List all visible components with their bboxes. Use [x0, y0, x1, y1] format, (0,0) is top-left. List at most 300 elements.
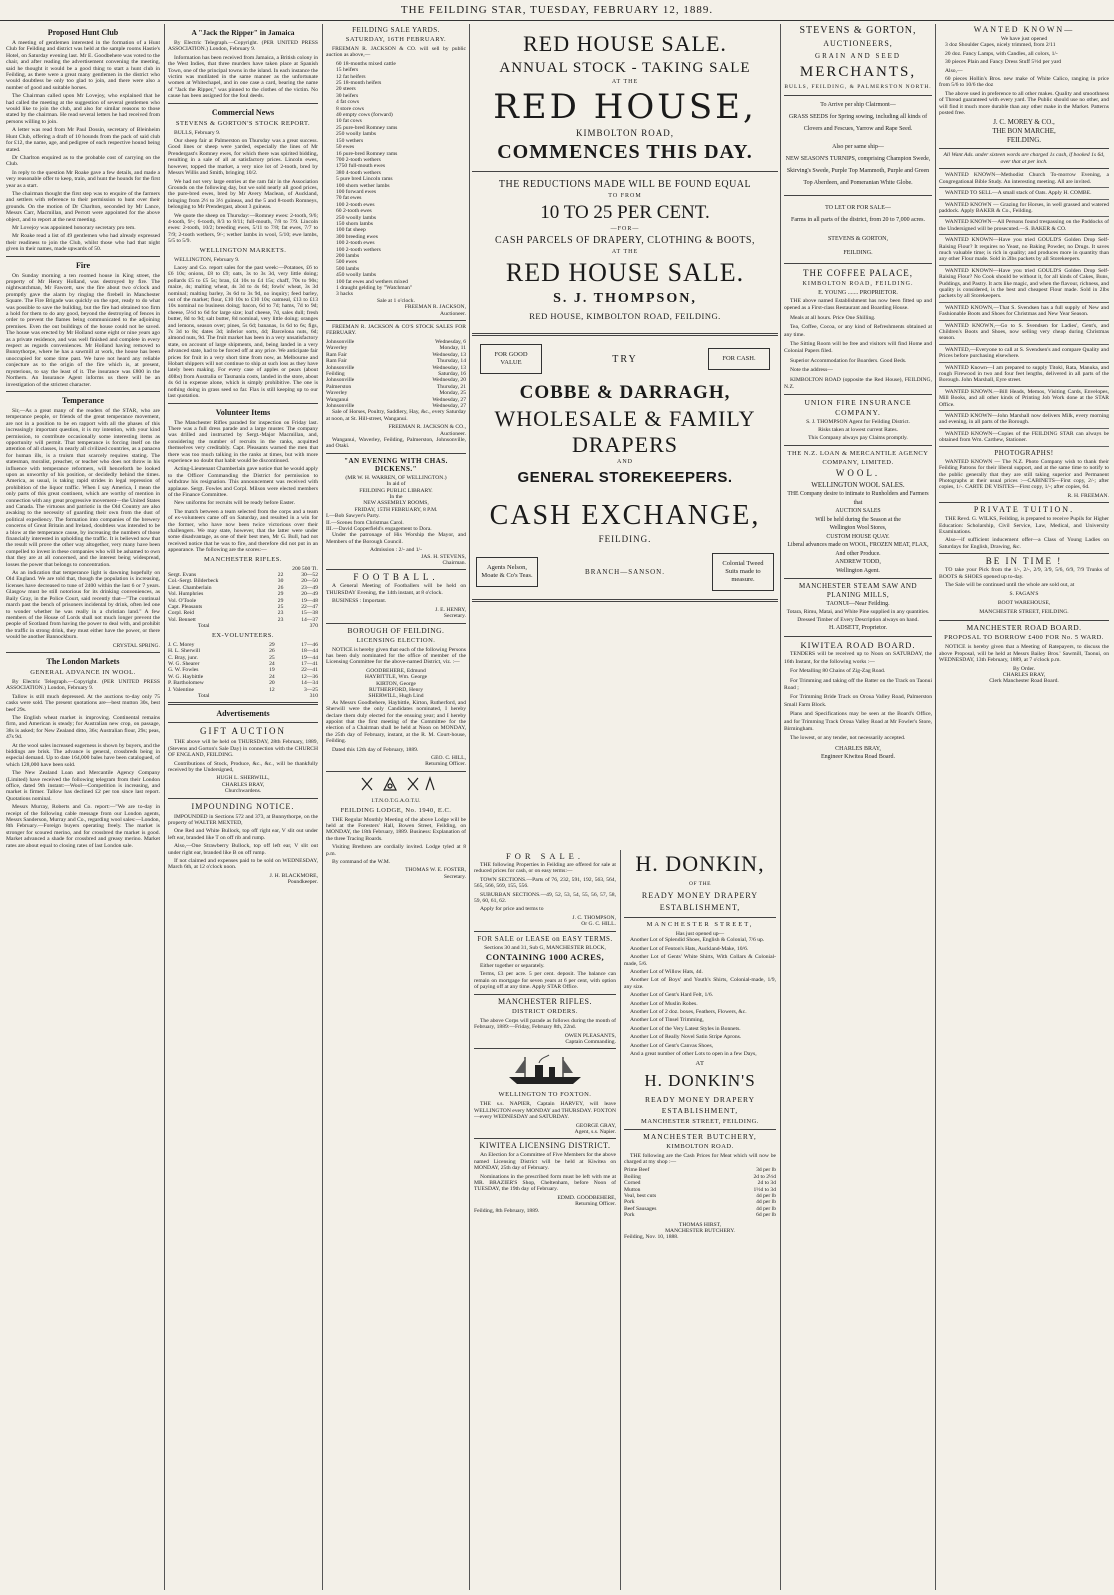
text-line: TENDERS will be received up to Noon on SATURDAY, the 16th Instant, for the following works :— — [784, 651, 932, 665]
table-cell: 6d per lb — [756, 1212, 776, 1219]
text-line: Returning Officer. — [575, 1201, 616, 1208]
stock-sales-note: Sale of Horses, Poultry, Saddlery, Hay, &c., every Saturday at noon, at St. Hill-street, Wanganui. — [326, 409, 466, 422]
table-cell: W. G. Shearer — [168, 660, 200, 667]
for-sale-signature — [474, 915, 616, 928]
coffee-palace-article — [784, 298, 932, 391]
text-line: Will be held during the Season at the — [815, 516, 901, 523]
text-line: 50 ewes — [336, 144, 355, 151]
text-line: One Red and White Bullock, top off right ear, V slit out under left ear, branded like T on off rib and rump. — [168, 828, 318, 841]
text-line: For Trimming Bride Track on Oroua Valley Road, Palmerston Small Farm Block. — [784, 694, 932, 708]
text-line: As Messrs Goodbehere, Haybittle, Kirton, Rutherford, and Sherwill were the only Candidates nominated, I hereby declare them duly elected for the ensuing year; and I hereby appoint that the first meeting of the Committee for the election of a Chairman shall be held at Noon on MONDAY, the 25th day of February, instant, at the R. M. Court-house, Feilding. — [326, 699, 466, 745]
text-line: Risks taken at lowest current Rates. — [818, 427, 898, 434]
red-house-sale-title-2: RED HOUSE SALE. — [505, 258, 745, 287]
table-cell: Vol. Humphries — [168, 591, 204, 598]
ex-volunteers-table — [168, 642, 318, 693]
text-line: SHERWILL, Hugh Lind — [368, 693, 424, 700]
dickens-details — [326, 481, 466, 513]
text-line: SUBURBAN SECTIONS.—49, 52, 53, 54, 55, 56, 57, 58, 59, 60, 61, 62. — [474, 891, 616, 905]
lodge-heading: FEILDING LODGE, No. 1940, E.C. — [340, 806, 452, 814]
stock-sales-signature — [326, 424, 466, 437]
table-cell: Thursday, 14 — [436, 358, 466, 365]
red-house-sale-title: RED HOUSE SALE. — [523, 31, 727, 56]
bon-marche-items — [939, 42, 1109, 116]
text-line: 100 2-tooth wethers — [336, 246, 381, 253]
cash-exchange-line: CASH EXCHANGE, — [489, 500, 761, 531]
text-line: Another Lot of Fenton's Hats, Auckland-Make, 10/6. — [630, 945, 749, 952]
text-line: Superior Accommodation for Boarders. Good Beds. — [790, 357, 907, 364]
text-line: Totara, Rimu, Matai, and White Pine supplied in any quantities. — [786, 609, 930, 616]
text-line: Either together or separately. — [480, 963, 545, 970]
text-line: Information has been received from Jamaica, a British colony in the West Indies, that three murders have taken place at Spanish Town, one of the principal towns in the island. In each instance the victim was mutilated in the same manner as the unfortunate women at Whitechapel, and in one case a card, bearing the name of "Jack the Ripper," was pinned to the clothes of the victim. No cause has been assigned for the foul deeds. — [168, 54, 318, 100]
kiwitea-licensing-date: Feilding, 8th February, 1889. — [474, 1207, 540, 1214]
text-line: J. C. MOREY & CO., — [993, 118, 1055, 127]
text-line: THE above will be held on THURSDAY, 28th February, 1889, (Stevens and Gorton's Sale Day) in connection with the CHURCH OF ENGLAND, FEILDING. — [168, 739, 318, 759]
photographs-heading: PHOTOGRAPHS! — [994, 448, 1054, 457]
text-line: WANTED KNOWN—Methodist Church To-morrow Evening, a Congregational Bible Study. An interesting meeting. All are invited. — [939, 172, 1109, 188]
text-line: BUSINESS : Important. — [332, 598, 387, 605]
steam-saw-heading: MANCHESTER STEAM SAW AND PLANING MILLS, — [798, 582, 918, 600]
table-cell: Ram Fair — [326, 351, 347, 358]
text-line: HAYBITTLE, Wm. George — [364, 674, 428, 681]
text-line: In the — [389, 494, 403, 500]
london-markets-heading: The London Markets — [46, 656, 120, 666]
butchery-heading: MANCHESTER BUTCHERY, — [643, 1131, 757, 1141]
donkins-name: H. DONKIN'S — [644, 1070, 756, 1090]
text-line: Tallow is still much depressed. At the auctions to-day only 75 casks were sold. The present quotations are—best mutton 30s, best beef 29s. — [6, 693, 160, 713]
text-line: Engineer Kiwitea Road Board. — [821, 754, 895, 761]
football-article — [326, 583, 466, 604]
table-cell: Capt. Pleasants — [168, 604, 203, 611]
advertisements-heading: Advertisements — [216, 709, 270, 719]
text-line: 500 ewes — [336, 259, 357, 266]
text-line: Dr Charlton enquired as to the probable cost of carrying on the Club. — [6, 154, 160, 168]
nominees-list — [326, 668, 466, 700]
more-lots-line: And a great number of other Lots to open in a few Days, — [630, 1051, 757, 1058]
sale-or-lease-heading: FOR SALE or LEASE on EASY TERMS. — [477, 934, 613, 943]
text-line: II.—Scenes from Christmas Carol. — [326, 519, 404, 526]
rifles-scores-table — [168, 572, 318, 623]
text-line: WANTED KNOWN—All Persons found trespassing on the Paddocks of the Undersigned will be prosecuted.—S. BAKER & CO. — [939, 219, 1109, 235]
table-cell: Monday, 25 — [439, 390, 466, 397]
text-line: For Metalling 80 Chains of Zig-Zag Road. — [790, 668, 886, 675]
text-line: A letter was read from Mr Paul Dossin, secretary of Bleinheim Hunt Club, offering a draft of 10 hounds from the pack of said club for £12, the name, age, and pedigree of each respective hound being stated. — [6, 127, 160, 153]
text-line: Captain Commanding. — [565, 1038, 616, 1045]
sale-yards-signature — [326, 304, 466, 317]
text-line: J. H. BLACKMORE, — [269, 872, 318, 879]
text-line: The English wheat market is improving. Continental remains firm, and American is steady; for Australian new crop, on passage, 38s is asked; for New Zealand ditto, 36s; Australian flour, 29s; peas, 47s 9d. — [6, 714, 160, 741]
at-label: AT — [695, 1059, 705, 1067]
table-cell: 4d per lb — [756, 1199, 776, 1206]
text-line: 25 18-month heifers — [336, 80, 382, 87]
to-from-label: TO FROM — [608, 193, 642, 199]
text-line: As an indication that temperance light is dawning hopefully on Old England. We are told that, though the population is increasing, licenses have decreased to tune of 2400 within the last 6 or 7 years. Glasgow must be still notorious for its drinking conveniences, as Baily Gray, in the Police Court, said recently that—"The continual march past the bench of prisoners incidental by drink, often led one to wonder whether he was really in a christian land." A few members of the House of Lords shall not much longer prevent the people of Scotland from having the power to deal with, and prohibit the traffic in strong drink, they must either have the power, or there would be another Bannockburn. — [6, 570, 160, 641]
text-line: EDMD. GOODBEHERE, — [557, 1194, 616, 1201]
text-line: OWEN PLEASANTS, — [564, 1032, 616, 1039]
stock-report-subheading: STEVENS & GORTON'S STOCK REPORT. — [175, 119, 311, 127]
steamship-icon — [505, 1053, 585, 1087]
text-line: WANTED KNOWN.—Bill Heads, Memos, Visiting Cards, Envelopes, Mill Books, and all other kinds of Printing Job Work done at the STAR Office. — [939, 389, 1109, 411]
text-line: 500 lambs — [336, 265, 360, 272]
table-cell: Lieut. Chamberlain — [168, 584, 212, 591]
be-in-time-ad: TO take your Pick from the 1/-, 2/-, 2/9, 3/9, 5/6, 6/9, 7/9 Trunks of BOOTS & SHOES opened up to-day. — [939, 567, 1109, 580]
text-line: By Electric Telegraph.—Copyright. (PER UNITED PRESS ASSOCIATION.) London, February 9. — [6, 678, 160, 692]
table-cell: Wednesday, 27 — [432, 396, 466, 403]
masthead: THE FEILDING STAR, TUESDAY, FEBRUARY 12, 1889. — [0, 0, 1114, 21]
table-cell: Vol. Bennett — [168, 616, 196, 623]
text-line: WANTED TO SELL—A small stack of Oats. Apply H. COMBE. — [939, 190, 1109, 199]
text-line: Note the address— — [790, 367, 833, 374]
commercial-news-heading: Commercial News — [211, 107, 275, 117]
lodge-notice — [326, 817, 466, 866]
good-value-box: FOR GOOD VALUE — [480, 344, 542, 374]
table-cell: Ram Fair — [326, 358, 347, 365]
text-line: We quote the sheep on Thursday:—Romney ewes: 2-tooth, 9/6; 4-tooth, 9/-; 6-tooth, 8/3 to 8/11; full-mouth, 7/8 to 7/9. Lincoln ewes: 2-tooth, 10/2; breeding ewes, 5/11 to 7/8; fat ewes, 7/7 to 7/9; 2-tooth wethers, 9/-; wether lambs in wool, 5/10; ewe lambs, 5/5 to 5/9. — [168, 212, 318, 245]
text-line: Dressed Timber of Every Description always on hand. — [797, 616, 919, 623]
football-heading: FOOTBALL. — [353, 572, 439, 583]
text-line: 100 2-tooth ewes — [336, 201, 375, 208]
hunt-club-article — [6, 40, 160, 253]
wool-sales-label: WELLINGTON WOOL SALES. — [811, 481, 905, 490]
drapery-establishment-line: READY MONEY DRAPERY ESTABLISHMENT, — [641, 891, 759, 912]
text-line: 200 lambs — [336, 253, 360, 259]
text-line: AUCTION SALES — [835, 508, 881, 515]
stevens-gorton-signature — [784, 232, 932, 260]
for-sale-heading: FOR SALE. — [505, 851, 585, 861]
text-line: This Company always pay Claims promptly. — [808, 435, 908, 442]
meat-prices-table — [624, 1167, 776, 1218]
text-line: The Chairman called upon Mr Lovejoy, who explained that he had called the meeting at the suggestion of several gentlemen who would like to join the club, and also for similar reasons to those stated by the chairman. He read several letters he had received from persons willing to join. — [6, 93, 160, 125]
table-cell: 3d per lb — [756, 1167, 776, 1174]
ex-volunteers-heading: EX-VOLUNTEERS. — [211, 631, 275, 639]
be-in-time-heading: BE IN TIME ! — [985, 556, 1063, 567]
be-in-time-ad-2: The Sale will be continued until the whole are sold out, at — [945, 581, 1075, 588]
text-line: 60 2-tooth ewes — [336, 208, 372, 215]
private-tuition-heading: PRIVATE TUITION. — [973, 505, 1075, 515]
text-line: THE Company desire to intimate to Runholders and Farmers that — [787, 491, 929, 506]
kiwitea-licensing-article — [474, 1152, 616, 1192]
manchester-rifles-heading: MANCHESTER RIFLES. — [498, 996, 592, 1006]
table-cell: 22 — [277, 572, 284, 579]
proposal-to-borrow: PROPOSAL TO BORROW £400 FOR No. 5 WARD. — [944, 634, 1104, 642]
table-cell: Johnsonville — [326, 402, 355, 409]
borough-heading: BOROUGH OF FEILDING. — [347, 625, 445, 635]
drapery-establishment-line-2: READY MONEY DRAPERY ESTABLISHMENT, — [644, 1094, 756, 1115]
text-line: Another Lot of Gent's Hard Felt, 1/6. — [630, 992, 714, 999]
text-line: 700 2-tooth wethers — [336, 156, 381, 163]
impounding-notice-article — [168, 814, 318, 871]
text-line: CUSTOM HOUSE QUAY. — [826, 533, 890, 540]
table-cell: Monday, 11 — [439, 345, 466, 352]
table-cell: 19—44 — [301, 654, 318, 661]
table-cell: 15—38 — [301, 610, 318, 617]
text-line: THOMAS W. E. FOSTER, — [405, 867, 466, 874]
sale-or-lease-sections — [474, 945, 616, 951]
reductions-line: THE REDUCTIONS MADE WILL BE FOUND EQUAL — [498, 179, 752, 190]
table-cell: Wednesday, 6 — [435, 338, 466, 345]
table-cell: W. G. Haybittle — [168, 673, 204, 680]
table-cell: Pork — [624, 1199, 635, 1206]
text-line: Meals at all hours. Price One Shilling. — [790, 314, 876, 321]
text-line: BOOT WAREHOUSE, — [997, 600, 1051, 607]
text-line: 20 steers — [336, 86, 356, 93]
text-line: THE Regular Monthly Meeting of the above Lodge will be held at the Foresters' Hall, Bowen Street, Feilding, on MONDAY, the 18th February, 1889. Business: Explanation of the three Tracing Boards. — [326, 816, 466, 842]
text-line: THE above named Establishment has now been fitted up and opened as a First-class Restaurant and Boarding House. — [784, 298, 932, 312]
text-line: 60 pieces Hollin's Bros. new make of White Calico, ranging in price from 5/6 to 10/6 the doz — [939, 76, 1109, 89]
steam-saw-place: TAONUI—Near Feilding. — [826, 601, 890, 608]
table-cell: Wednesday, 27 — [432, 402, 466, 409]
text-line: Liberal advances made on WOOL, FROZEN MEAT, FLAX, And other Produce. — [787, 542, 929, 557]
table-cell: Pork — [624, 1212, 635, 1219]
tweed-suits-box: Colonial Tweed Suits made to measure. — [712, 553, 774, 591]
text-line: WANTED KNOWN—Have you tried GOULD'S Golden Drop Self-Raising Flour? No Cook should be without it, for all kinds of Cakes, Buns, Puddings, and Pastry. It acts like magic, and when the flavour, richness, and quality is considered, is the best and cheapest Flour made. Sold in 2lbs packets by all Storekeepers. — [939, 268, 1109, 303]
text-line: 3 doz Shoulder Capes, nicely trimmed, from 2/11 — [945, 42, 1056, 49]
percent-reduction: 10 TO 25 PER CENT. — [540, 202, 710, 223]
text-line: Another Lot of Willow Hats, 4d. — [630, 969, 703, 976]
table-cell: Corpl. Reid — [168, 610, 195, 617]
table-cell: Thursday, 21 — [436, 383, 466, 390]
table-cell: Saturday, 16 — [438, 370, 466, 377]
proprietor-name: S. J. THOMPSON, — [553, 291, 697, 306]
agents-box: Agents Nelson, Moate & Co's Teas. — [476, 557, 538, 587]
fire-article — [6, 273, 160, 388]
dickens-patronage: Under the patronage of His Worship the Mayor, and Members of the Borough Council. — [326, 532, 466, 545]
text-line: Another Lot of Tinsel Trimming, — [630, 1017, 704, 1024]
sale-or-lease-terms — [474, 963, 616, 991]
wellington-to-foxton-heading: WELLINGTON TO FOXTON. — [498, 1091, 592, 1099]
dickens-subheading: (MR W. H. WARREN, OF WELLINGTON.) — [345, 474, 447, 481]
table-cell: 12—36 — [301, 673, 318, 680]
text-line: FRIDAY, 15TH FEBRUARY, 8 P.M. — [354, 506, 438, 513]
text-line: 150 wethers — [336, 137, 364, 144]
table-cell: 25 — [269, 654, 275, 661]
table-cell: 29 — [277, 597, 284, 604]
text-line: Acting-Lieutenant Chamberlain gave notice that he would apply to the Officer Commanding the District for permission to withdraw his resignation. This announcement was received with applause. Sergt. Fowles and Corpl. Milson were elected members of the Finance Committee. — [168, 466, 318, 498]
table-cell: Col.-Sergt. Bilderbeck — [168, 578, 219, 585]
gift-auction-heading: GIFT AUCTION — [199, 726, 287, 737]
text-line: Another Lot of Muslin Robes. — [630, 1000, 698, 1007]
text-line: The New Zealand Loan and Mercantile Agency Company (Limited) have received the following telegram from their London office, dated 9th instant:—Wool—Competition is increasing, and market is firmer. Tallow has declined £2 per ton since last report. Quotations nominal. — [6, 770, 160, 802]
coffee-palace-proprietor: E. YOUNG ....... PROPRIETOR. — [818, 290, 898, 296]
private-tuition-ad-2: Also—if sufficient inducement offer—a Class of Young Ladies on Saturdays for English, Drawing, &c. — [939, 537, 1109, 550]
text-line: The lowest, or any tender, not necessarily accepted. — [790, 735, 906, 742]
kiwitea-road-board-heading: KIWITEA ROAD BOARD. — [800, 640, 916, 651]
text-line: The match between a team selected from the corps and a team of ex-volunteers came off on Saturday, and resulted in a win for the former, who have now been twice victorious over their challengers. We may state, however, that the latter were under some disadvantage, as one of their best men, Mr G. Bull, had not received notice that he was to fire, and therefore did not put in an appearance. The following are the scores:— — [168, 508, 318, 554]
text-line: 5 pure bred Lincoln rams — [336, 176, 393, 183]
steam-saw-article — [784, 609, 932, 624]
text-line: 40 empty cows (forward) — [336, 112, 393, 119]
table-row — [624, 1212, 776, 1218]
table-cell: P. Bartholomew — [168, 680, 204, 687]
sale-yards-intro: FREEMAN R. JACKSON & CO. will sell by public auction as above,— — [326, 46, 466, 59]
table-cell: 17—41 — [301, 660, 318, 667]
text-line: In aid of — [386, 481, 406, 488]
column-6 — [939, 24, 1109, 1590]
try-label: TRY — [612, 353, 638, 365]
farms-line: Farms in all parts of the district, from 20 to 7,000 acres. — [791, 217, 925, 223]
table-cell: 29 — [277, 591, 284, 598]
union-fire-heading: UNION FIRE INSURANCE COMPANY. — [804, 398, 912, 418]
text-line: 100 fat sheep — [336, 227, 366, 234]
at-the-label: AT THE — [611, 79, 639, 85]
text-line: Visiting Brethren are cordially invited. Lodge tyled at 8 p.m. — [326, 844, 466, 857]
text-line: Wellington Agent. — [836, 567, 880, 574]
text-line: 1 draught gelding by "Watchman" — [336, 285, 413, 292]
wholesale-family-line: WHOLESALE & FAMILY — [494, 406, 756, 431]
text-line: By Electric Telegraph.—Copyright. (PER UNITED PRESS ASSOCIATION.) London, February 9. — [168, 40, 318, 53]
table-cell: Beef Sausages — [624, 1205, 657, 1212]
text-line: The above Corps will parade as follows during the month of February, 1889:—Friday, February 8th, 22nd. — [474, 1017, 616, 1031]
text-line: I.—Bob Sawyer's Party. — [326, 513, 380, 520]
text-line: CHARLES BRAY, — [221, 781, 265, 788]
kimbolton-road-label: KIMBOLTON ROAD, — [575, 128, 674, 138]
wellington-markets-article — [168, 257, 318, 400]
text-line: 250 woolly lambs — [336, 131, 377, 138]
text-line: Wellington Wool Stores, — [829, 525, 887, 532]
text-line: The Sitting Room will be free and visitors will find Home and Colonial Papers filed. — [784, 341, 932, 355]
column-1 — [6, 24, 160, 1590]
licensing-election-signature — [326, 755, 466, 768]
text-line: At the wool sales increased eagerness is shown by buyers, and the biddings are brisk. The advance is general, crossbreds being in especial demand. Up to date 164,000 bales have been catalogued, of which 128,000 have been sold. — [6, 742, 160, 768]
text-line: CHARLES BRAY, — [835, 745, 881, 752]
stock-sales-heading: FREEMAN R. JACKSON & CO'S STOCK SALES FOR FEBRUARY. — [326, 324, 466, 337]
text-line: Also,— — [945, 67, 963, 74]
table-cell: 25 — [277, 604, 284, 611]
gift-auction-article — [168, 739, 318, 773]
merchants-label: MERCHANTS, — [799, 64, 917, 80]
text-line: Lacey and Co. report sales for the past week:—Potatoes, £6 to £6 10s; onions, £8 to £9; oats, 3s to 3s 3d, very little doing; pollards £5 to £5 5s; bran, £4 10s to £4 15s; chaff, 70s to 90s; maize, 4s; malting wheat, 4s 3d to 4s 6d; fowls' wheat, 3s 3d nominal; malting barley, 3s 6d to 3s 9d, no inquiry; feed barley, out of the market; flour, £10 10s to £10 10s; oatmeal, £13 to £13 10s nominal no business doing; bacon, 6d to 7d; hams, 7d to 9d; cheese, 5½d to 6d for large size; loaf cheese, 7d, sales dull; fresh butter, 8d to 9d; salt butter, 8d nominal, very little doing; oranges and lemons, season over; pines, 5s 6d; bananas, 1s 6d to 6s; figs, 7s 3d to 8s; dates 3d; inferior sorts, 4d; Barcelona nuts, 6d; almond nuts, 9d. The fruit market has been in a very unsatisfactory state, on account of large shipments, and, being landed in a very advanced state, had to be forced off at any price. We anticipate fair prices for fruit in a very short time from now, as Melbourne and Hobart shippers will not continue to ship at such loss as they have lately been making. For every case of apples or pears (about 40lbs) from Australia or Tasmania costs, landed in the store, about 4s 6d in expense alone, which is simply prohibitive. The one is nothing doing in grass seed so far. Flax is still keeping up to our last quotation. — [168, 264, 318, 400]
text-line: 10 fat cows — [336, 118, 362, 125]
stevens-gorton-heading: STEVENS & GORTON, — [799, 25, 917, 36]
text-line: 3 hacks — [336, 291, 353, 298]
nz-loan-heading: THE N.Z. LOAN & MERCANTILE AGENCY COMPANY, LIMITED. — [787, 450, 929, 467]
general-storekeepers-line: GENERAL STOREKEEPERS. — [517, 469, 733, 486]
london-markets-article — [6, 679, 160, 849]
table-cell: 3—25 — [304, 686, 318, 693]
just-opened-line: Has just opened up— — [675, 931, 725, 937]
text-line: Another Lot of Gents' White Shirts, With Collars & Colonial-made, 5/6. — [624, 954, 776, 967]
text-line: NOTICE is hereby given that each of the following Persons has been duly nominated for the office of member of the Licensing Committee for the above-named District, viz. :— — [326, 646, 466, 666]
commences-this-day: COMMENCES THIS DAY. — [497, 141, 753, 163]
text-line: For Trimming and taking off the Batter on the Track on Taonui Road ; — [784, 677, 932, 691]
masonic-initials: I.T.N.O.T.G.A.O.T.U. — [371, 798, 421, 805]
text-line: Another Lot of 2 doz. boxes, Feathers, Flowers, &c. — [630, 1009, 747, 1016]
temperance-article — [6, 408, 160, 641]
text-line: THE BON MARCHE, — [992, 127, 1056, 136]
text-line: 300 breeding ewes — [336, 233, 378, 240]
text-line: Sections 30 and 31, Sub G, MANCHESTER BLOCK, — [484, 944, 606, 951]
text-line: FREEMAN R. JACKSON, — [404, 304, 466, 311]
text-line: 70 fat ewes — [336, 195, 362, 202]
text-line: S. J. THOMPSON Agent for Feilding District. — [806, 419, 910, 426]
text-line: S. FAGAN'S — [1009, 591, 1039, 598]
table-cell: Veal, best cuts — [624, 1192, 657, 1199]
text-line: Dated this 12th day of February, 1889. — [332, 746, 419, 753]
butchery-road: KIMBOLTON ROAD. — [666, 1142, 734, 1150]
table-cell: 20—50 — [301, 578, 318, 585]
table-cell: 30—52 — [301, 572, 318, 579]
table-cell: 20—49 — [301, 591, 318, 598]
text-line: Terms, £3 per acre. 5 per cent. deposit. The balance can remain on mortgage for seven years at 6 per cent, with option of paying off at any time. Apply STAR Office. — [474, 971, 616, 991]
at-the-label-2: AT THE — [611, 249, 639, 255]
kiwitea-road-board-signature — [784, 745, 932, 762]
cobbe-darragh-name: COBBE & DARRAGH, — [519, 382, 731, 403]
nz-loan-signature — [784, 558, 932, 575]
wanted-known-intro: We have just opened — [1000, 36, 1048, 42]
text-line: MANCHESTER STREET, FEILDING. — [979, 609, 1069, 616]
text-line: By command of the W.M. — [332, 859, 391, 866]
text-line: 8 store cows — [336, 105, 364, 112]
lodge-signature — [326, 867, 466, 880]
table-cell: 12 — [269, 686, 275, 693]
text-line: Tea, Coffee, Cocoa, or any kind of Refreshments obtained at any time. — [784, 324, 932, 338]
manchester-rifles-scores-heading: MANCHESTER RIFLES. — [204, 555, 282, 563]
table-cell: 17—46 — [301, 641, 318, 648]
text-line: FEILDING PUBLIC LIBRARY. — [359, 487, 433, 494]
also-line: Also per same ship— — [832, 144, 884, 150]
table-cell: 2d to 3d — [757, 1180, 776, 1187]
text-line: A General Meeting of Footballers will be held on THURSDAY Evening, the 14th instant, at 8 o'clock. — [326, 583, 466, 596]
table-cell: Johnsonville — [326, 338, 355, 345]
volunteer-items-heading: Volunteer Items — [215, 407, 271, 417]
table-cell: Boiling — [624, 1173, 641, 1180]
text-line: GEORGE GRAY, — [575, 1122, 616, 1129]
text-line: Secretary. — [443, 613, 466, 620]
table-cell: 24 — [269, 673, 275, 680]
text-line: Auctioneer. — [440, 430, 466, 437]
gift-auction-signature — [168, 775, 318, 794]
table-cell: Feilding — [326, 370, 345, 377]
kiwitea-licensing-heading: KIWITEA LICENSING DISTRICT. — [479, 1141, 611, 1151]
union-fire-article — [784, 418, 932, 442]
column-3 — [326, 24, 466, 1590]
text-line: Mr Roake read a list of 49 gentlemen who had already expressed their readiness to join the Club, whilst those who had that night given in their names, made upwards of 50. — [6, 233, 160, 253]
manchester-road-board-signature — [939, 672, 1109, 685]
fagans-signature — [939, 590, 1109, 617]
impounding-signature — [168, 873, 318, 886]
property-and-notices-subcolumn — [474, 850, 616, 1590]
text-line: 15 heifers — [336, 67, 359, 74]
table-cell: Wanganui — [326, 396, 349, 403]
wool-label: WOOL. — [835, 468, 881, 479]
text-line: 100 forward ewes — [336, 188, 377, 195]
licensing-election-article — [326, 647, 466, 666]
text-line: A meeting of gentlemen interested in the formation of a Hunt Club for Feilding and district was held at the sample rooms Hastie's Hotel, on Saturday evening last. Mr E. Goodbehere was voted to the chair, and after reading the advertisement convening the meeting, said he thought it would be a good thing to start a hunt club in Feilding, as there were a great many gentlemen in the district who would doubtless be only too glad to join, and there were also a number of good and suitable horses. — [6, 40, 160, 91]
drapers-line: DRAPERS — [571, 432, 679, 457]
bon-marche-signature — [939, 118, 1109, 145]
district-orders-article — [474, 1018, 616, 1031]
table-cell: 23 — [277, 616, 284, 623]
text-line: ANDREW TODD, — [835, 559, 881, 566]
text-line: 100 shorn wether lambs — [336, 182, 390, 189]
text-line: NEW ASSEMBLY ROOMS, — [363, 500, 429, 507]
text-line: 250 woolly lambs — [336, 214, 377, 221]
text-line: J. E. HENRY, — [435, 606, 466, 613]
text-line: Auctioneer. — [440, 310, 466, 317]
volunteer-items-article — [168, 420, 318, 554]
impounding-notice-heading: IMPOUNDING NOTICE. — [191, 801, 295, 811]
table-cell: Corned — [624, 1180, 641, 1187]
kiwitea-road-board-article — [784, 651, 932, 742]
text-line: J. C. THOMPSON, — [572, 914, 616, 921]
stevens-gorton-towns: BULLS, FEILDING, & PALMERSTON NORTH. — [784, 84, 932, 90]
and-label: AND — [617, 459, 633, 465]
red-house-address: RED HOUSE, KIMBOLTON ROAD, FEILDING. — [529, 311, 721, 321]
text-line: WANTED KNOWN—John Marshall now delivers Milk, every morning and evening, in all parts of the Borough. — [939, 413, 1109, 429]
table-cell: 23 — [277, 610, 284, 617]
auctioneers-label: AUCTIONEERS, — [823, 39, 893, 48]
text-line: 16 pure-bred Romney rams — [336, 150, 398, 157]
acres-line: CONTAINING 1000 ACRES, — [485, 952, 605, 963]
